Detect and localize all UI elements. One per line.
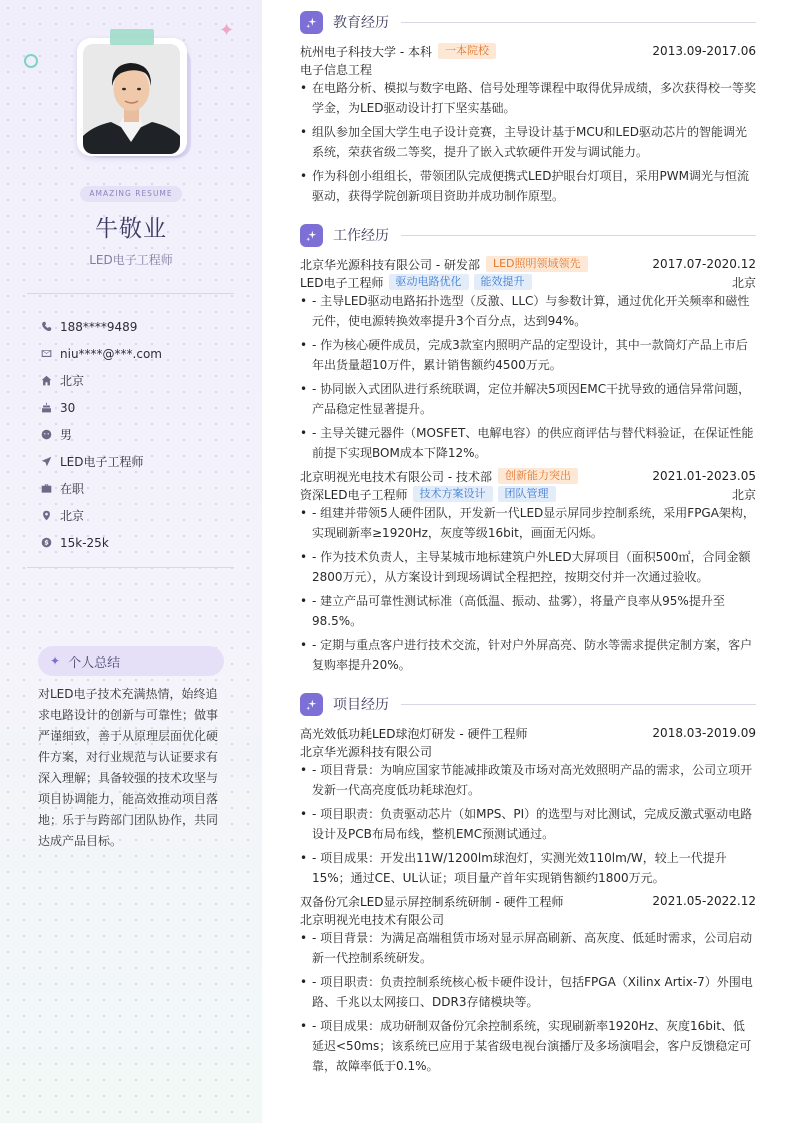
company-tag: LED照明领域领先	[486, 256, 588, 272]
job-role: LED电子工程师	[300, 275, 384, 290]
job-period: 2021.01-2023.05	[652, 469, 756, 483]
project-name: 双备份冗余LED显示屏控制系统研制 - 硬件工程师	[300, 894, 564, 909]
project-name: 高光效低功耗LED球泡灯研发 - 硬件工程师	[300, 726, 528, 741]
info-text: 30	[60, 400, 76, 415]
info-text: 北京	[60, 509, 85, 523]
project-company-row	[300, 910, 756, 928]
projects-section-header	[300, 692, 756, 716]
salary-icon	[40, 537, 52, 549]
education-section-header	[300, 10, 756, 34]
candidate-name: 牛敬业	[95, 216, 167, 242]
info-age	[40, 394, 240, 421]
sparkle-icon	[300, 693, 323, 716]
list-item: • - 项目职责：负责驱动芯片（如MPS、PI）的选型与对比测试，完成反激式驱动电路设计及PCB布局布线，整机EMC预测试通过。	[300, 804, 756, 844]
summary-header	[38, 646, 224, 676]
sparkle-icon: ✦	[219, 20, 235, 41]
info-text: 188****9489	[60, 319, 138, 334]
list-item: • - 项目背景：为响应国家节能减排政策及市场对高光效照明产品的需求，公司立项开发新一代高亮度低功耗球泡灯。	[300, 760, 756, 800]
work-section-header	[300, 223, 756, 247]
section-title: 教育经历	[333, 15, 389, 31]
skill-tag: 能效提升	[474, 274, 532, 290]
project-company: 北京华光源科技有限公司	[300, 744, 433, 759]
major: 电子信息工程	[300, 62, 373, 77]
sparkle-icon: ✦	[50, 654, 61, 668]
info-phone	[40, 313, 240, 340]
sidebar-divider	[27, 567, 234, 568]
info-salary	[40, 529, 240, 556]
project-bullets	[300, 760, 756, 892]
list-item: • 在电路分析、模拟与数字电路、信号处理等课程中取得优异成绩，多次获得校一等奖学金，为LED驱动设计打下坚实基础。	[300, 78, 756, 118]
job-period: 2017.07-2020.12	[652, 257, 756, 271]
list-item: • - 协同嵌入式团队进行系统联调，定位并解决5项因EMC干扰导致的通信异常问题，产品稳定性显著提升。	[300, 379, 756, 419]
info-text: niu****@***.com	[60, 346, 162, 361]
candidate-title: LED电子工程师	[89, 253, 173, 267]
project-period: 2021.05-2022.12	[652, 894, 756, 908]
school-name: 杭州电子科技大学 - 本科	[300, 44, 432, 59]
sparkle-icon	[300, 11, 323, 34]
info-text: 男	[60, 428, 73, 442]
mail-icon	[40, 348, 52, 360]
info-text: 15k-25k	[60, 535, 109, 550]
education-school-row	[300, 42, 756, 60]
section-title: 项目经历	[333, 697, 389, 713]
sparkle-icon	[300, 224, 323, 247]
info-gender	[40, 421, 240, 448]
resume-badge: AMAZING RESUME	[80, 186, 182, 202]
education-major-row	[300, 60, 756, 78]
skill-tag: 技术方案设计	[413, 486, 493, 502]
skill-tag: 团队管理	[498, 486, 556, 502]
section-divider	[401, 235, 756, 236]
phone-icon	[40, 321, 52, 333]
project-company: 北京明视光电技术有限公司	[300, 912, 445, 927]
project-bullets	[300, 928, 756, 1080]
gender-icon	[40, 429, 52, 441]
info-home	[40, 367, 240, 394]
section-divider	[401, 22, 756, 23]
list-item: • - 建立产品可靠性测试标准（高低温、振动、盐雾），将量产良率从95%提升至98.5%。	[300, 591, 756, 631]
info-text: LED电子工程师	[60, 455, 144, 469]
list-item: • - 项目成果：开发出11W/1200lm球泡灯，实测光效110lm/W，较上一代提升15%；通过CE、UL认证；项目量产首年实现销售额约1800万元。	[300, 848, 756, 888]
company-name: 北京华光源科技有限公司 - 研发部	[300, 257, 480, 272]
cake-icon	[40, 402, 52, 414]
list-item: • - 作为核心硬件成员，完成3款室内照明产品的定型设计，其中一款筒灯产品上市后年出货量超10万件，累计销售额约4500万元。	[300, 335, 756, 375]
list-item: • - 项目成果：成功研制双备份冗余控制系统，实现刷新率1920Hz、灰度16bit、低延迟<50ms；该系统已应用于某省级电视台演播厅及多场演唱会，客户反馈稳定可靠，故障率低于0.1%。	[300, 1016, 756, 1076]
job-role-row	[300, 485, 756, 503]
sidebar	[0, 0, 262, 1123]
summary-text: 对LED电子技术充满热情，始终追求电路设计的创新与可靠性；做事严谨细致，善于从原理层面优化硬件方案，对行业规范与认证要求有深入理解；具备较强的技术攻坚与项目协调能力，能高效推动项目落地；乐于与跨部门团队协作，共同达成产品目标。	[38, 687, 219, 848]
project-company-row	[300, 742, 756, 760]
list-item: • - 主导关键元器件（MOSFET、电解电容）的供应商评估与替代料验证，在保证性能前提下实现BOM成本下降12%。	[300, 423, 756, 463]
job-company-row	[300, 467, 756, 485]
list-item: • 作为科创小组组长，带领团队完成便携式LED护眼台灯项目，采用PWM调光与恒流驱动，获得学院创新项目资助并成功制作原型。	[300, 166, 756, 206]
avatar	[83, 44, 180, 154]
list-item: • - 组建并带领5人硬件团队，开发新一代LED显示屏同步控制系统，采用FPGA架构，实现刷新率≥1920Hz，灰度等级16bit，画面无闪烁。	[300, 503, 756, 543]
info-position	[40, 448, 240, 475]
info-text: 在职	[60, 482, 85, 496]
project-name-row	[300, 724, 756, 742]
job-role: 资深LED电子工程师	[300, 487, 408, 502]
job-bullets	[300, 503, 756, 679]
summary-title: 个人总结	[68, 655, 121, 671]
info-status	[40, 475, 240, 502]
section-title: 工作经历	[333, 228, 389, 244]
briefcase-icon	[40, 483, 52, 495]
company-name: 北京明视光电技术有限公司 - 技术部	[300, 469, 492, 484]
job-bullets	[300, 291, 756, 467]
project-name-row	[300, 892, 756, 910]
sidebar-divider	[27, 293, 234, 294]
list-item: • - 作为技术负责人，主导某城市地标建筑户外LED大屏项目（面积500㎡，合同金额2800万元），从方案设计到现场调试全程把控，按期交付并一次通过验收。	[300, 547, 756, 587]
job-city: 北京	[731, 487, 756, 502]
section-divider	[401, 704, 756, 705]
list-item: • 组队参加全国大学生电子设计竞赛，主导设计基于MCU和LED驱动芯片的智能调光系统，荣获省级二等奖，提升了嵌入式软硬件开发与调试能力。	[300, 122, 756, 162]
contact-info-list	[40, 313, 240, 556]
school-tag: 一本院校	[438, 43, 496, 59]
decorative-ring-icon	[24, 54, 38, 68]
list-item: • - 项目背景：为满足高端租赁市场对显示屏高刷新、高灰度、低延时需求，公司启动新一代控制系统研发。	[300, 928, 756, 968]
list-item: • - 项目职责：负责控制系统核心板卡硬件设计，包括FPGA（Xilinx Artix-7）外围电路、千兆以太网接口、DDR3存储模块等。	[300, 972, 756, 1012]
send-icon	[40, 456, 52, 468]
education-bullets	[300, 78, 756, 210]
list-item: • - 定期与重点客户进行技术交流，针对户外屏高亮、防水等需求提供定制方案，客户复购率提升20%。	[300, 635, 756, 675]
project-period: 2018.03-2019.09	[652, 726, 756, 740]
location-pin-icon	[40, 510, 52, 522]
list-item: • - 主导LED驱动电路拓扑选型（反激、LLC）与参数计算，通过优化开关频率和磁性元件，使电源转换效率提升3个百分点，达到94%。	[300, 291, 756, 331]
info-email	[40, 340, 240, 367]
home-icon	[40, 375, 52, 387]
info-location	[40, 502, 240, 529]
job-city: 北京	[731, 275, 756, 290]
skill-tag: 驱动电路优化	[389, 274, 469, 290]
job-role-row	[300, 273, 756, 291]
job-company-row	[300, 255, 756, 273]
company-tag: 创新能力突出	[498, 468, 578, 484]
info-text: 北京	[60, 374, 85, 388]
education-period: 2013.09-2017.06	[652, 44, 756, 58]
photo-tape	[110, 29, 154, 45]
